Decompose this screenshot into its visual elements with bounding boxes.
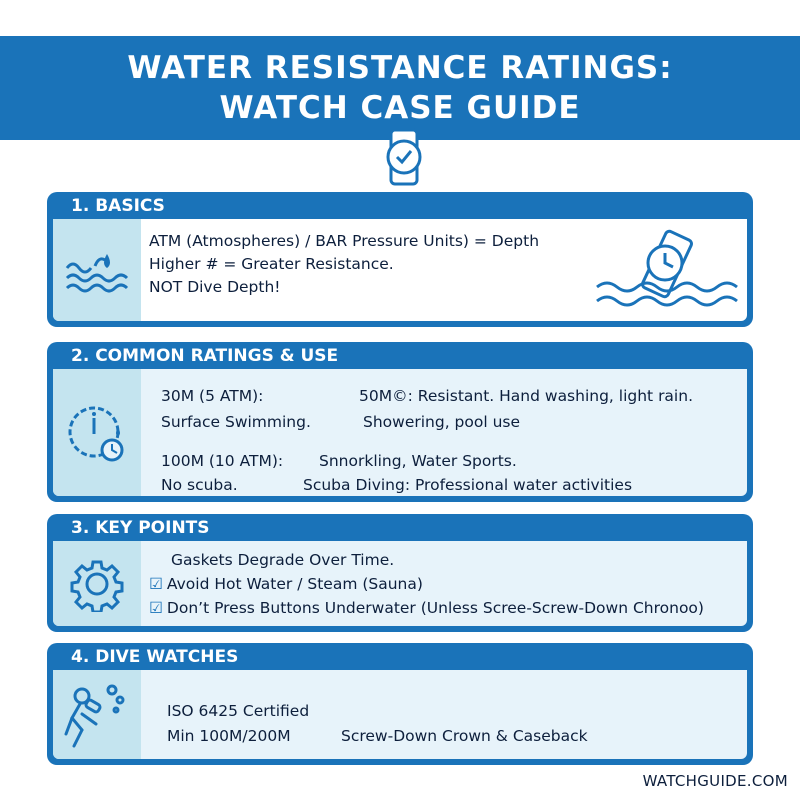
key-point-3: Don’t Press Buttons Underwater (Unless Scree-Screw-Down Chronoo) — [166, 599, 704, 617]
checkbox-icon: ☑ — [149, 599, 163, 617]
basics-icon-column — [53, 219, 141, 321]
rating-100m-label: 100M (10 ATM): — [161, 452, 284, 470]
rating-30m-label: 30M (5 ATM): — [161, 387, 264, 405]
watch-in-water-icon — [593, 229, 743, 315]
key-point-2: Avoid Hot Water / Steam (Sauna) — [166, 575, 423, 593]
stopwatch-droplet-icon — [62, 398, 132, 468]
rating-50m-label: 50M©: Resistant. Hand washing, light rain. — [359, 387, 693, 405]
dive-watches-body — [53, 670, 747, 759]
header-banner — [0, 36, 800, 140]
key-point-2-row — [149, 574, 423, 594]
basics-line-3: NOT Dive Depth! — [149, 278, 281, 296]
dive-icon-column — [53, 670, 141, 759]
ratings-panel — [47, 342, 753, 502]
key-points-icon-column — [53, 541, 141, 626]
dive-min-depth: Min 100M/200M — [167, 727, 291, 745]
checkbox-icon: ☑ — [149, 575, 163, 593]
ratings-icon-column — [53, 369, 141, 496]
ratings-body — [53, 369, 747, 496]
dive-line-1: ISO 6425 Certified — [167, 702, 310, 720]
key-points-panel — [47, 514, 753, 632]
rating-100m-note: No scuba. — [161, 476, 238, 494]
key-points-title: 3. KEY POINTS — [71, 518, 210, 538]
title-line-1: WATER RESISTANCE RATINGS: — [127, 50, 673, 86]
footer-site: WATCHGUIDE.COM — [642, 772, 788, 790]
basics-panel — [47, 192, 753, 327]
basics-body — [53, 219, 747, 321]
basics-line-2: Higher # = Greater Resistance. — [149, 255, 394, 273]
rating-scuba: Scuba Diving: Professional water activities — [303, 476, 633, 494]
dive-screw-down: Screw-Down Crown & Caseback — [341, 727, 588, 745]
rating-30m-use: Surface Swimming. — [161, 413, 311, 431]
rating-100m-use: Snnorkling, Water Sports. — [319, 452, 517, 470]
key-point-1: Gaskets Degrade Over Time. — [171, 551, 395, 569]
gear-icon — [69, 556, 125, 612]
dive-watches-title: 4. DIVE WATCHES — [71, 647, 239, 667]
ratings-title: 2. COMMON RATINGS & USE — [71, 346, 339, 366]
basics-title: 1. BASICS — [71, 196, 165, 216]
title-line-2: WATCH CASE GUIDE — [219, 90, 581, 126]
rating-50m-use: Showering, pool use — [363, 413, 521, 431]
dive-watches-panel — [47, 643, 753, 765]
basics-line-1: ATM (Atmospheres) / BAR Pressure Units) = Depth — [149, 232, 540, 250]
key-points-body — [53, 541, 747, 626]
key-point-3-row — [149, 598, 704, 618]
scuba-diver-icon — [60, 678, 134, 752]
water-waves-drop-icon — [61, 242, 133, 298]
wristwatch-icon — [382, 128, 426, 186]
